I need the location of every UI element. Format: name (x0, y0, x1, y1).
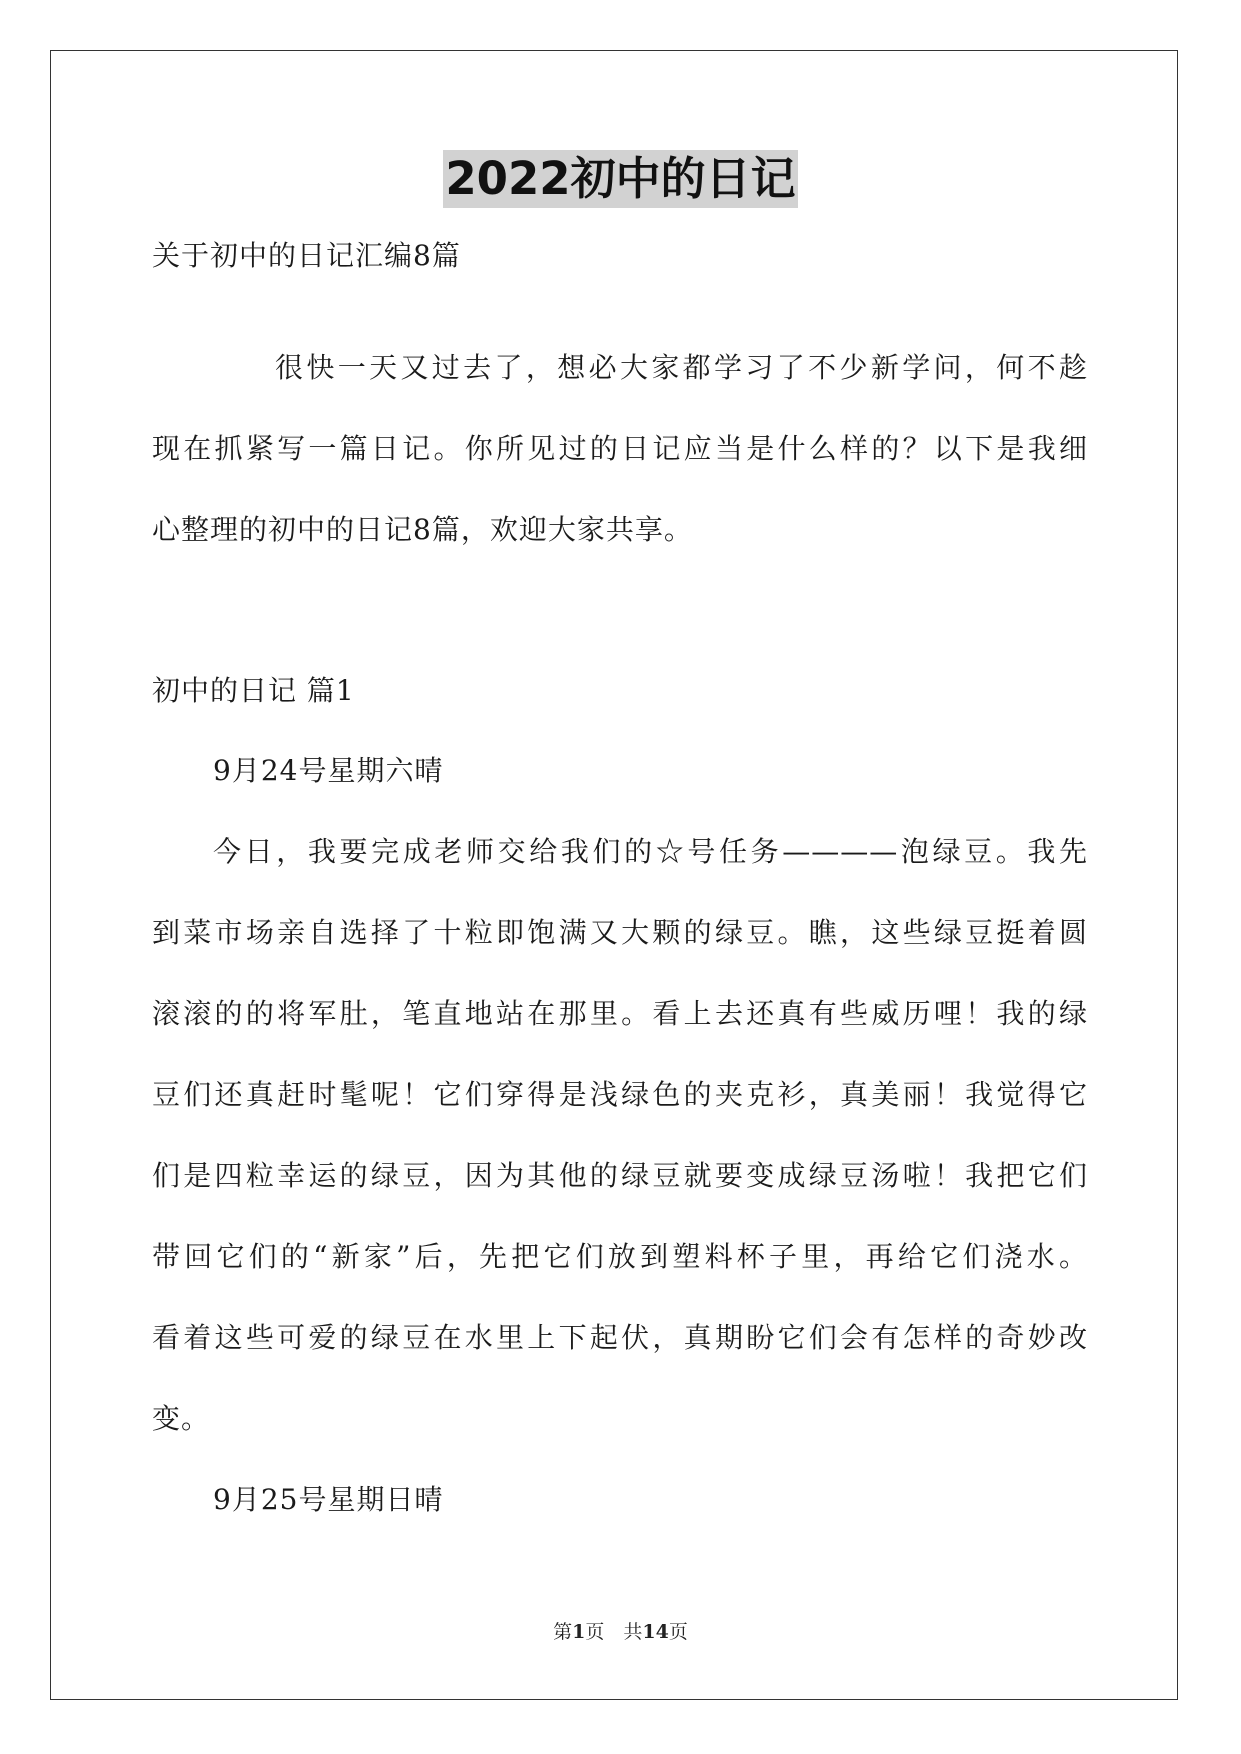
entry-date-2: 9月25号星期日晴 (213, 1483, 444, 1516)
page-footer (0, 1618, 1241, 1646)
entry-line-6: 带回它们的“新家”后，先把它们放到塑料杯子里，再给它们浇水。 (152, 1240, 1088, 1273)
footer-page-mid: 页 共 (585, 1621, 643, 1643)
entry-line-5: 们是四粒幸运的绿豆，因为其他的绿豆就要变成绿豆汤啦！我把它们 (152, 1159, 1088, 1192)
entry-line-4: 豆们还真赶时髦呢！它们穿得是浅绿色的夹克衫，真美丽！我觉得它 (152, 1078, 1088, 1111)
document-title: 2022初中的日记 (443, 150, 797, 208)
footer-page-prefix: 第 (553, 1621, 573, 1643)
footer-page-current: 1 (572, 1621, 586, 1643)
footer-page-suffix: 页 (668, 1621, 688, 1643)
entry-line-2: 到菜市场亲自选择了十粒即饱满又大颗的绿豆。瞧，这些绿豆挺着圆 (152, 916, 1088, 949)
entry-date-1: 9月24号星期六晴 (213, 754, 444, 787)
intro-line-2: 现在抓紧写一篇日记。你所见过的日记应当是什么样的？以下是我细 (152, 432, 1088, 465)
intro-line-3: 心整理的初中的日记8篇，欢迎大家共享。 (152, 513, 693, 546)
footer-page-total: 14 (642, 1621, 669, 1643)
entry-line-8: 变。 (152, 1402, 211, 1435)
document-subtitle: 关于初中的日记汇编8篇 (152, 239, 461, 272)
entry-line-1: 今日，我要完成老师交给我们的☆号任务————泡绿豆。我先 (213, 835, 1088, 868)
title-area (0, 150, 1241, 208)
section-heading: 初中的日记 篇1 (152, 674, 355, 707)
entry-line-3: 滚滚的的将军肚，笔直地站在那里。看上去还真有些威历哩！我的绿 (152, 997, 1088, 1030)
entry-line-7: 看着这些可爱的绿豆在水里上下起伏，真期盼它们会有怎样的奇妙改 (152, 1321, 1088, 1354)
intro-line-1: 很快一天又过去了，想必大家都学习了不少新学问，何不趁 (275, 351, 1088, 384)
page-border (50, 50, 1178, 1700)
